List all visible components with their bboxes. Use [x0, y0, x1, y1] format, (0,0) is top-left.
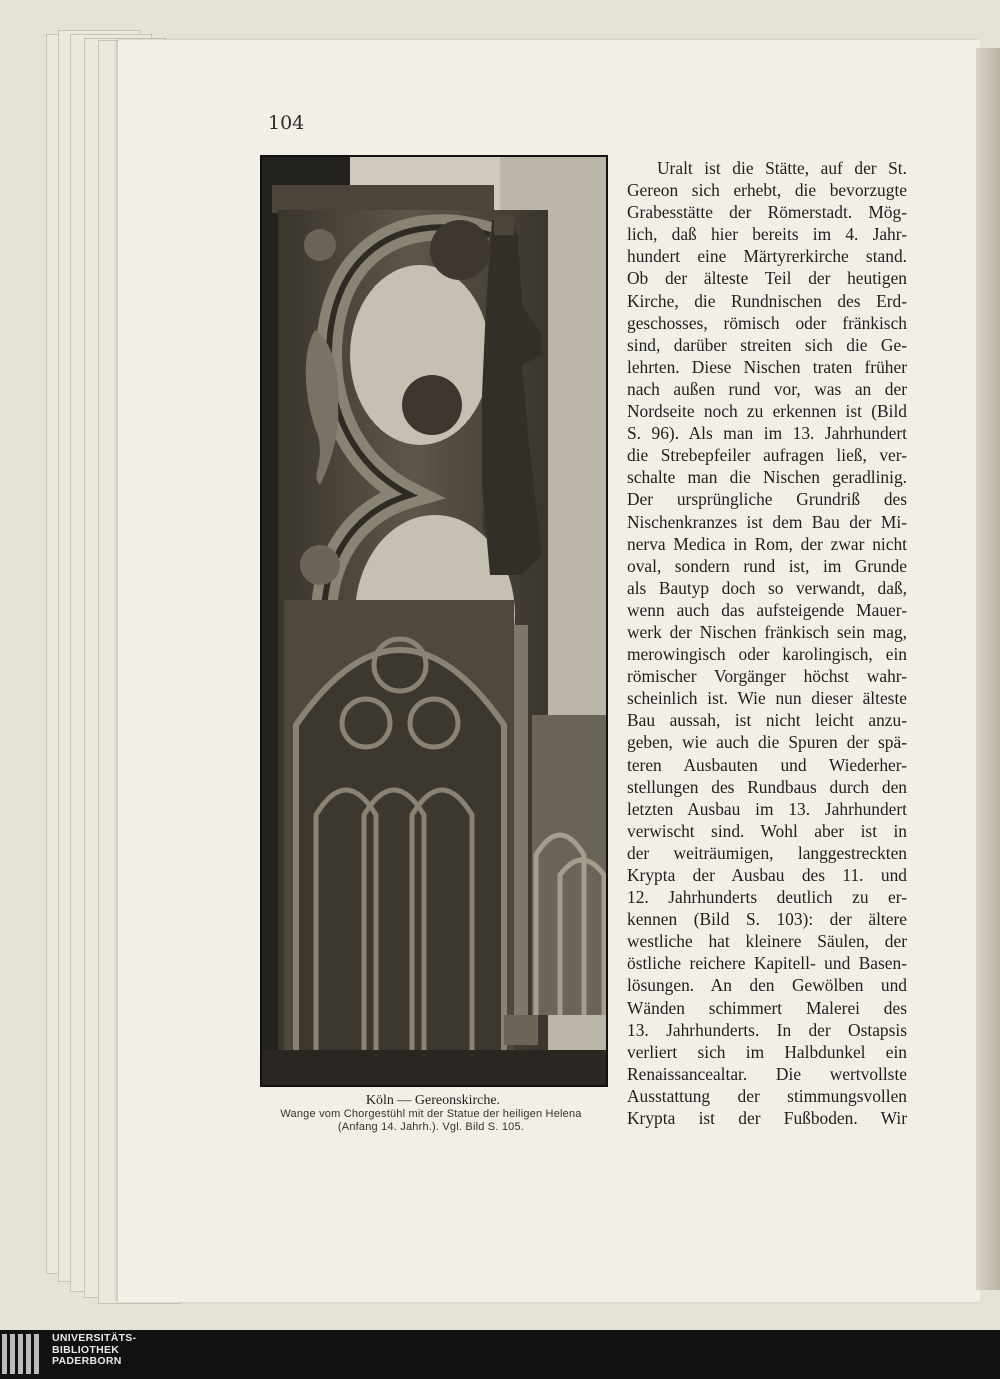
text-line: römischer Vorgänger höchst wahr-	[627, 666, 907, 687]
text-line: Uralt ist die Stätte, auf der St.	[657, 158, 907, 178]
text-line: scheinlich ist. Wie nun dieser älteste	[627, 688, 907, 709]
text-line: nach außen rund vor, was an der	[627, 378, 907, 399]
text-line: Nischenkranzes ist dem Bau der Mi-	[627, 511, 907, 532]
text-line: Nordseite noch zu erkennen ist (Bild	[627, 401, 907, 422]
text-line: Ausstattung der stimmungsvollen	[627, 1085, 907, 1106]
page-number: 104	[268, 112, 305, 134]
text-line: geben, wie auch die Spuren der spä-	[627, 732, 907, 753]
text-line: Krypta der Ausbau des 11. und	[627, 865, 907, 885]
text-line: westliche hat kleinere Säulen, der	[627, 931, 907, 952]
figure-caption-line: (Anfang 14. Jahrh.). Vgl. Bild S. 105.	[337, 1121, 525, 1133]
text-line: Bau aussah, ist nicht leicht anzu-	[627, 710, 907, 731]
text-line: stellungen des Rundbaus durch den	[627, 776, 907, 797]
text-line: nerva Medica in Rom, der zwar nicht	[627, 533, 907, 554]
text-line: lehrten. Diese Nischen traten früher	[627, 356, 907, 377]
text-line: Wänden schimmert Malerei des	[627, 997, 907, 1018]
text-line: 12. Jahrhunderts deutlich zu er-	[627, 887, 907, 908]
text-line: Gereon sich erhebt, die bevorzugte	[627, 180, 907, 201]
logo-line: BIBLIOTHEK	[52, 1343, 120, 1356]
text-line: Kirche, die Rundnischen des Erd-	[627, 290, 907, 311]
figure-caption-title: Köln — Gereonskirche.	[365, 1093, 501, 1108]
text-line: kennen (Bild S. 103): der ältere	[627, 909, 907, 930]
text-line: hundert eine Märtyrerkirche stand.	[627, 246, 907, 267]
text-line: östliche reichere Kapitell- und Basen-	[627, 953, 907, 974]
text-line: Ob der älteste Teil der heutigen	[627, 268, 907, 289]
text-line: Der ursprüngliche Grundriß des	[627, 489, 907, 510]
text-line: verwischt sind. Wohl aber ist in	[627, 820, 907, 841]
text-line: wenn auch das aufsteigende Mauer-	[627, 599, 907, 620]
text-line: S. 96). Als man im 13. Jahrhundert	[627, 423, 907, 444]
text-line: letzten Ausbau im 13. Jahrhundert	[627, 798, 907, 819]
text-line: die Strebepfeiler aufragen ließ, ver-	[627, 445, 907, 466]
page-gutter	[976, 48, 1000, 1290]
body-text	[627, 157, 907, 1129]
logo-line: UNIVERSITÄTS-	[52, 1332, 137, 1344]
text-line: verliert sich im Halbdunkel ein	[627, 1041, 907, 1062]
text-line: der weiträumigen, langgestreckten	[627, 842, 907, 863]
text-line: schalte man die Nischen geradlinig.	[627, 467, 907, 488]
text-line: geschosses, römisch oder fränkisch	[627, 312, 907, 333]
text-line: sind, darüber streiten sich die Ge-	[627, 334, 907, 355]
text-line: Krypta ist der Fußboden. Wir	[627, 1108, 907, 1129]
choir-stall-photo	[260, 155, 608, 1087]
text-line: 13. Jahrhunderts. In der Ostapsis	[627, 1019, 907, 1040]
text-line: Grabesstätte der Römerstadt. Mög-	[627, 202, 907, 223]
text-line: Renaissancealtar. Die wertvollste	[627, 1063, 907, 1084]
figure-caption-line: Wange vom Chorgestühl mit der Statue der heiligen Helena	[280, 1108, 582, 1120]
logo-line: PADERBORN	[52, 1355, 122, 1367]
text-line: lich, daß hier bereits im 4. Jahr-	[627, 224, 907, 245]
library-logo-icon	[0, 1334, 46, 1374]
library-footer	[0, 1330, 1000, 1379]
text-line: als Bautyp doch so verwandt, daß,	[627, 577, 907, 598]
figure-caption-subtitle	[250, 1108, 612, 1134]
text-line: merowingisch oder karolingisch, ein	[627, 644, 907, 665]
text-line: teren Ausbauten und Wiederher-	[627, 754, 907, 775]
text-line: werk der Nischen fränkisch sein mag,	[627, 621, 907, 642]
library-logo-text	[52, 1333, 136, 1368]
text-line: lösungen. An den Gewölben und	[627, 975, 907, 996]
text-line: oval, sondern rund ist, im Grunde	[627, 555, 907, 576]
